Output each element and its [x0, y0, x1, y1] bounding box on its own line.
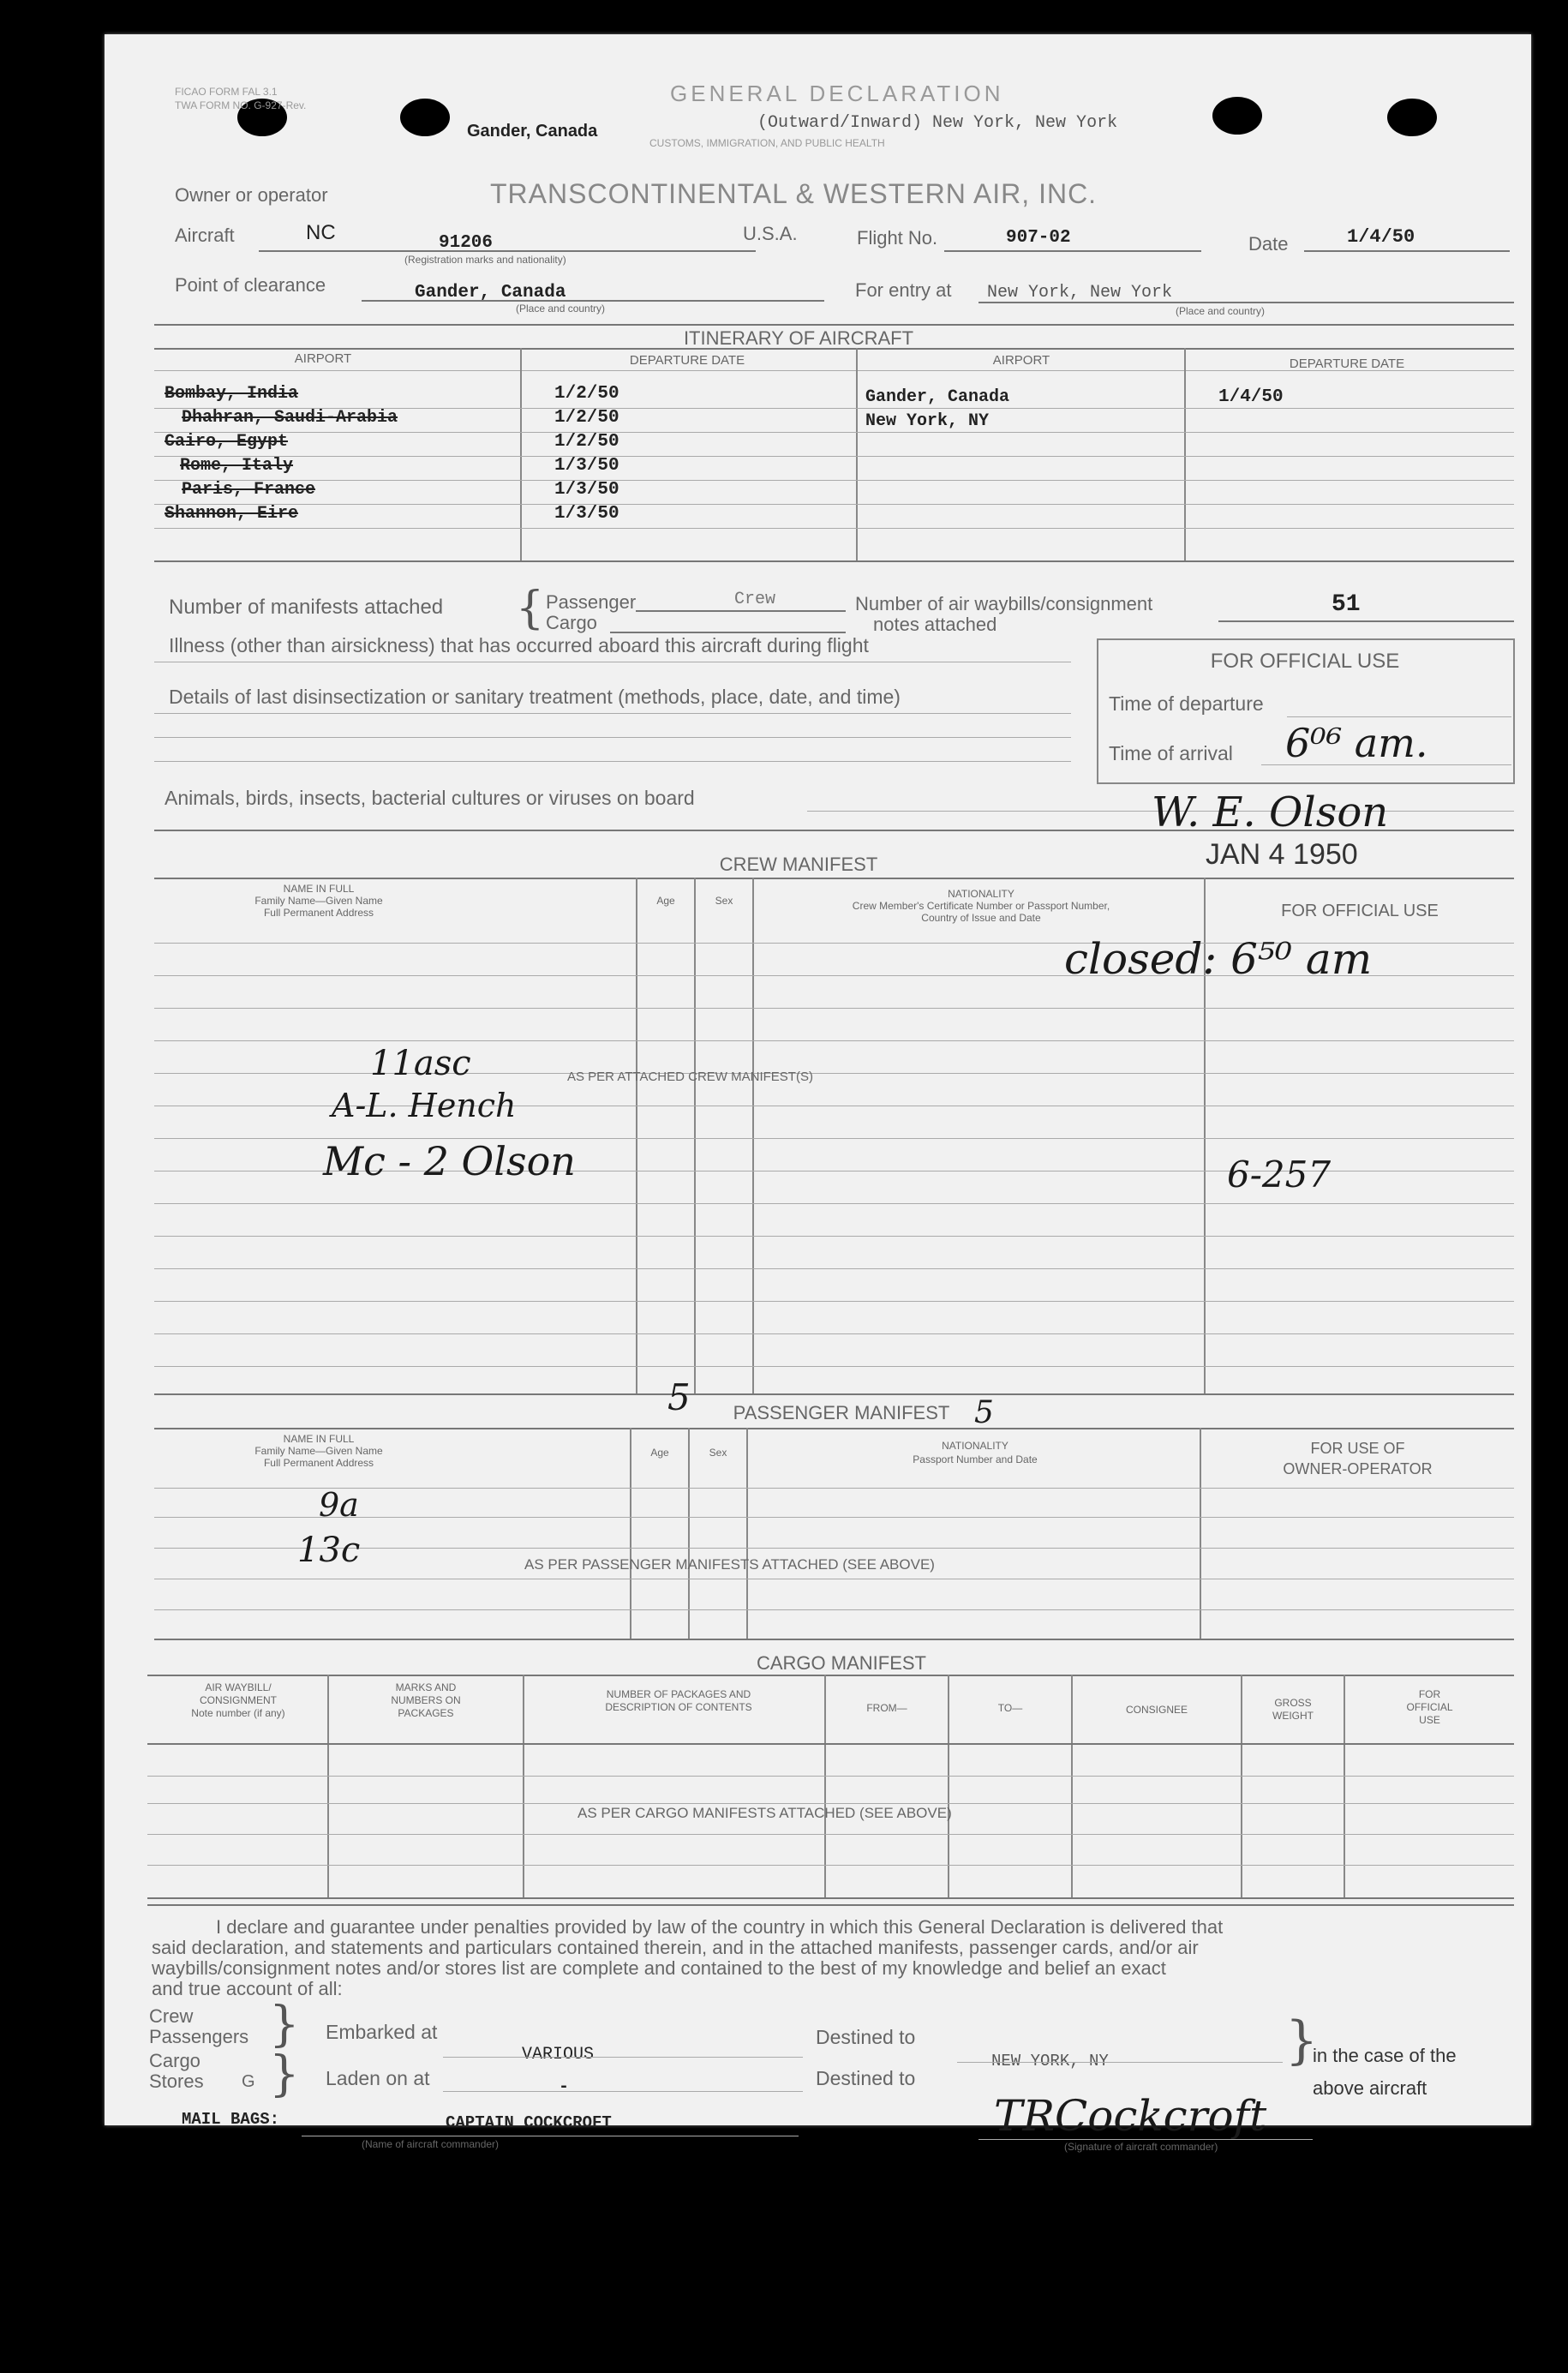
col-airport: AIRPORT: [294, 351, 352, 366]
destined-label: Destined to: [816, 2026, 916, 2048]
itinerary-date: 1/2/50: [554, 384, 619, 404]
crew-label: Crew: [149, 2005, 194, 2027]
itinerary-date: 1/2/50: [554, 432, 619, 452]
crew-handwriting: Mc - 2 Olson: [323, 1138, 576, 1184]
passenger-handwriting: 9a: [319, 1486, 359, 1524]
col-airport: AIRPORT: [992, 353, 1050, 368]
declaration-text: and true account of all:: [152, 1978, 343, 1999]
punch-hole: [1212, 97, 1262, 135]
date-label: Date: [1248, 233, 1289, 255]
itinerary-airport: Shannon, Eire: [165, 504, 299, 524]
col-name: Full Permanent Address: [263, 1457, 374, 1469]
col-name: NAME IN FULL: [283, 1433, 355, 1445]
col-nationality: NATIONALITY: [942, 1440, 1008, 1452]
waybills-label: Number of air waybills/consignment: [855, 593, 1153, 614]
aircraft-reg: 91206: [439, 233, 494, 253]
col-name: Full Permanent Address: [263, 907, 374, 919]
col-waybill: CONSIGNMENT: [200, 1694, 277, 1706]
laden-value: -: [559, 2077, 570, 2097]
waybills-label: notes attached: [873, 614, 997, 635]
itinerary-date: 1/3/50: [554, 456, 619, 476]
col-sex: Sex: [715, 895, 733, 907]
case-label: in the case of the: [1313, 2045, 1457, 2066]
col-official: FOR: [1418, 1688, 1441, 1700]
brace: }: [269, 2046, 300, 2102]
cargo-label: Cargo: [546, 612, 597, 633]
brace: {: [516, 583, 545, 634]
itinerary-airport: Gander, Canada: [865, 387, 1010, 407]
aircraft-prefix: NC: [306, 221, 336, 244]
col-owner: FOR USE OF: [1310, 1440, 1405, 1457]
itinerary-airport: Bombay, India: [165, 384, 299, 404]
itinerary-airport: New York, NY: [865, 411, 990, 431]
col-from: FROM—: [866, 1702, 907, 1714]
commander-name: CAPTAIN COCKCROFT: [446, 2113, 612, 2132]
col-official: USE: [1419, 1714, 1440, 1726]
stores-label: Stores: [149, 2070, 204, 2092]
crew-handwriting: A-L. Hench: [332, 1087, 517, 1124]
laden-label: Laden on at: [326, 2067, 430, 2089]
closed-note: closed: 6⁵⁰ am: [1064, 934, 1373, 984]
col-age: Age: [650, 1447, 669, 1459]
commander-signature: TRCockcroft: [994, 2091, 1267, 2141]
case-label: above aircraft: [1313, 2077, 1427, 2099]
punch-hole: [1387, 99, 1437, 136]
crew-per-attached: AS PER ATTACHED CREW MANIFEST(S): [567, 1070, 813, 1084]
declaration-text: said declaration, and statements and particulars contained therein, and in the attached manifests, passenger cards, and/or air: [152, 1937, 1199, 1958]
col-age: Age: [656, 895, 675, 907]
passengers-label: Passengers: [149, 2026, 249, 2047]
col-to: TO—: [997, 1702, 1023, 1714]
itinerary-date: 1/3/50: [554, 480, 619, 500]
destined-value: NEW YORK, NY: [991, 2052, 1109, 2070]
cargo-per-attached: AS PER CARGO MANIFESTS ATTACHED (SEE ABOVE): [578, 1805, 952, 1821]
entry-value: New York, New York: [987, 283, 1173, 303]
punch-hole: [400, 99, 450, 136]
passenger-value: Crew: [734, 590, 776, 609]
col-description: DESCRIPTION OF CONTENTS: [605, 1701, 752, 1713]
col-departure: DEPARTURE DATE: [629, 353, 745, 368]
col-marks: NUMBERS ON: [391, 1694, 461, 1706]
col-nationality: Crew Member's Certificate Number or Passport Number,: [852, 900, 1110, 912]
form-subtitle: CUSTOMS, IMMIGRATION, AND PUBLIC HEALTH: [649, 137, 885, 149]
animals-label: Animals, birds, insects, bacterial cultures or viruses on board: [165, 787, 695, 809]
caption: (Registration marks and nationality): [404, 254, 566, 266]
brace: }: [269, 1997, 300, 2052]
col-departure: DEPARTURE DATE: [1289, 357, 1405, 371]
col-waybill: Note number (if any): [191, 1707, 285, 1719]
col-description: NUMBER OF PACKAGES AND: [606, 1688, 751, 1700]
cargo-title: CARGO MANIFEST: [756, 1652, 926, 1674]
declaration-text: waybills/consignment notes and/or stores list are complete and contained to the best of my knowledge and belief an exact: [152, 1957, 1166, 1979]
form-id: FICAO FORM FAL 3.1: [175, 86, 278, 98]
mail-bags: MAIL BAGS:: [182, 2110, 280, 2129]
flight-label: Flight No.: [857, 227, 938, 249]
col-owner: OWNER-OPERATOR: [1283, 1460, 1433, 1477]
form-title: GENERAL DECLARATION: [670, 81, 1004, 106]
itinerary-date: 1/3/50: [554, 504, 619, 524]
itinerary-airport: Rome, Italy: [180, 456, 294, 476]
flight-value: 907-02: [1006, 228, 1071, 248]
passenger-handwriting: 13c: [297, 1531, 361, 1570]
form-id: TWA FORM NO. G-927-Rev.: [175, 99, 307, 111]
passenger-count: 5: [974, 1395, 994, 1430]
itinerary-airport: Cairo, Egypt: [165, 432, 289, 452]
itinerary-title: ITINERARY OF AIRCRAFT: [683, 327, 914, 349]
col-name: Family Name—Given Name: [254, 895, 383, 907]
col-nationality: NATIONALITY: [948, 888, 1014, 900]
owner-value: TRANSCONTINENTAL & WESTERN AIR, INC.: [490, 178, 1098, 209]
col-official: FOR OFFICIAL USE: [1281, 902, 1439, 920]
passenger-title: PASSENGER MANIFEST: [733, 1402, 950, 1423]
clearance-label: Point of clearance: [175, 274, 326, 296]
col-nationality: Passport Number and Date: [913, 1453, 1038, 1465]
illness-label: Illness (other than airsickness) that has occurred aboard this aircraft during flight: [169, 634, 869, 656]
col-name: NAME IN FULL: [283, 883, 355, 895]
caption: (Signature of aircraft commander): [1064, 2141, 1218, 2153]
col-official: OFFICIAL: [1406, 1701, 1453, 1713]
disinsect-label: Details of last disinsectization or sanitary treatment (methods, place, date, and time): [169, 686, 901, 708]
passenger-label: Passenger: [546, 591, 637, 613]
manifests-label: Number of manifests attached: [169, 596, 444, 619]
date-stamp: JAN 4 1950: [1206, 838, 1358, 871]
place-typed: Gander, Canada: [467, 122, 598, 141]
direction-text: (Outward/Inward) New York, New York: [757, 113, 1118, 133]
stores-mark: G: [242, 2072, 255, 2091]
crew-handwriting: 6-257: [1227, 1154, 1332, 1195]
col-sex: Sex: [709, 1447, 727, 1459]
date-value: 1/4/50: [1347, 226, 1415, 248]
embarked-value: VARIOUS: [522, 2045, 595, 2064]
col-name: Family Name—Given Name: [254, 1445, 383, 1457]
aircraft-label: Aircraft: [175, 225, 235, 246]
crew-handwriting: 11asc: [370, 1044, 471, 1083]
itinerary-date: 1/2/50: [554, 408, 619, 428]
caption: (Name of aircraft commander): [362, 2138, 500, 2150]
col-nationality: Country of Issue and Date: [921, 912, 1041, 924]
arrival-value: 6⁰⁶ am.: [1285, 720, 1428, 766]
declaration-form: [105, 34, 1531, 2153]
owner-label: Owner or operator: [175, 184, 328, 206]
itinerary-date: 1/4/50: [1218, 387, 1284, 407]
aircraft-nat: U.S.A.: [743, 223, 798, 244]
cargo-label: Cargo: [149, 2050, 200, 2071]
brace: }: [1285, 2010, 1319, 2070]
caption: (Place and country): [516, 303, 606, 315]
col-waybill: AIR WAYBILL/: [205, 1681, 272, 1693]
entry-label: For entry at: [855, 279, 952, 301]
official-title: FOR OFFICIAL USE: [1210, 650, 1400, 673]
passenger-count: 5: [667, 1376, 691, 1418]
col-marks: MARKS AND: [395, 1681, 457, 1693]
col-marks: PACKAGES: [398, 1707, 454, 1719]
caption: (Place and country): [1176, 305, 1266, 317]
official-signature: W. E. Olson: [1152, 788, 1389, 836]
destined-label: Destined to: [816, 2067, 916, 2089]
embarked-label: Embarked at: [326, 2021, 438, 2043]
col-gross: WEIGHT: [1272, 1710, 1314, 1722]
itinerary-airport: Paris, France: [182, 480, 316, 500]
clearance-value: Gander, Canada: [415, 283, 566, 303]
passenger-per-attached: AS PER PASSENGER MANIFESTS ATTACHED (SEE ABOVE): [524, 1556, 935, 1573]
departure-label: Time of departure: [1109, 692, 1264, 715]
declaration-text: I declare and guarantee under penalties provided by law of the country in which this General Declaration is delivered that: [216, 1916, 1224, 1938]
waybills-value: 51: [1332, 591, 1361, 618]
col-gross: GROSS: [1274, 1697, 1312, 1709]
itinerary-airport: Dhahran, Saudi-Arabia: [182, 408, 398, 428]
arrival-label: Time of arrival: [1109, 742, 1233, 764]
col-consignee: CONSIGNEE: [1125, 1704, 1188, 1716]
crew-title: CREW MANIFEST: [719, 854, 878, 875]
